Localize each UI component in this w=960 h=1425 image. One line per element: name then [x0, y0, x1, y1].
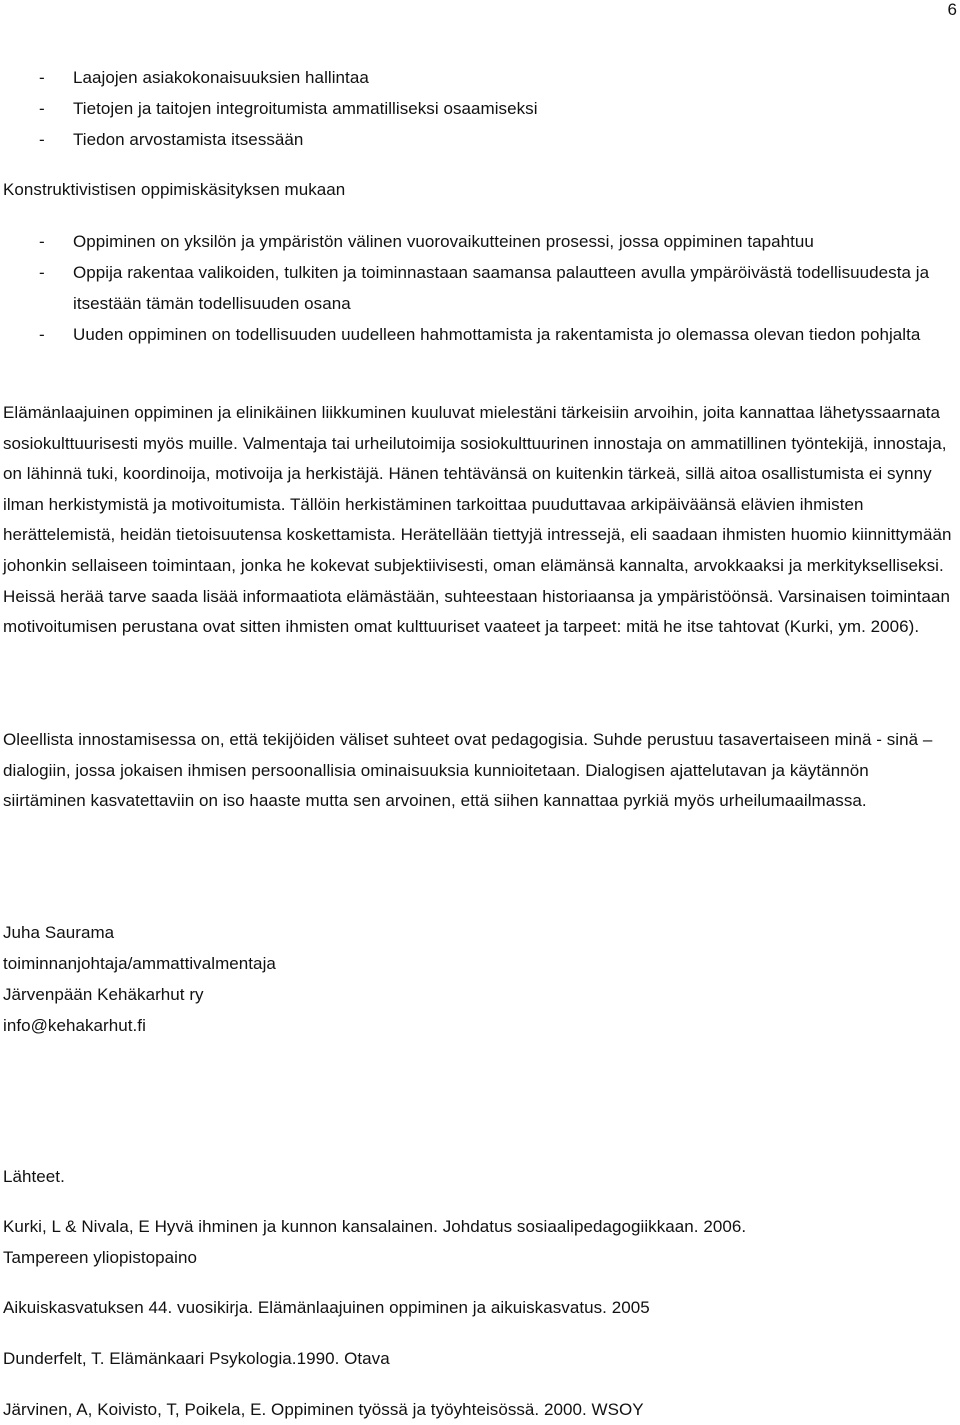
dash-marker: - — [39, 263, 45, 282]
author-name: Juha Saurama — [3, 923, 115, 942]
author-email: info@kehakarhut.fi — [3, 1016, 146, 1035]
references-heading: Lähteet. — [3, 1167, 65, 1186]
list-item — [0, 319, 953, 350]
reference-item: Aikuiskasvatuksen 44. vuosikirja. Elämänlaajuinen oppiminen ja aikuiskasvatus. 2005 — [3, 1298, 650, 1317]
list-item-text: Laajojen asiakokonaisuuksien hallintaa — [73, 68, 369, 87]
section-heading: Konstruktivistisen oppimiskäsityksen mukaan — [3, 180, 346, 199]
dash-marker: - — [39, 68, 45, 87]
dash-marker: - — [39, 130, 45, 149]
list-item — [0, 62, 953, 93]
list-item — [0, 124, 953, 155]
body-paragraph-2: Oleellista innostamisessa on, että tekijöiden väliset suhteet ovat pedagogisia. Suhde perustuu tasavertaiseen minä - sinä – dialogiin, jossa jokaisen ihmisen persoonallisia ominaisuuksia kunnioitetaan. Dialogisen ajattelutavan ja käytännön siirtäminen kasvatettaviin on iso haaste mutta sen arvoinen, että siihen kannattaa pyrkiä myös urheilumaailmassa. — [3, 730, 933, 811]
dash-marker: - — [39, 99, 45, 118]
body-paragraph-1: Elämänlaajuinen oppiminen ja elinikäinen liikkuminen kuuluvat mielestäni tärkeisiin arvoihin, joita kannattaa lähetyssaarnata sosiokulttuurisesti myös muille. Valmentaja tai urheilutoimija sosiokulttuurinen innostaja on ammatillinen työntekijä, innostaja, on lähinnä tuki, koordinoija, motivoija ja herkistäjä. Hänen tehtävänsä on kuitenkin tärkeä, sillä aitoa osallistumista ei synny ilman herkistymistä ja motivoitumista. Tällöin herkistäminen tarkoittaa puuduttavaa arkipäiväänsä elävien ihmisten herättelemistä, heidän tietoisuutensa koskettamista. Herätellään tiettyjä intressejä, eli saadaan ihmisten huomio kiinnittymään johonkin sellaiseen toimintaan, jonka he kokevat subjektiivisesti, oman elämänsä kannalta, arvokkaaksi ja merkitykselliseksi. Heissä herää tarve saada lisää informaatiota elämästään, suhteestaan historiaansa ja ympäristöönsä. Varsinaisen toimintaan motivoitumisen perustana ovat sitten ihmisten omat kulttuuriset vaateet ja tarpeet: mitä he itse tahtovat (Kurki, ym. 2006). — [3, 403, 952, 637]
reference-item-continuation: Tampereen yliopistopaino — [3, 1248, 197, 1267]
bullet-list-2 — [0, 226, 953, 350]
bullet-list-1 — [0, 62, 953, 155]
list-item-text: Oppija rakentaa valikoiden, tulkiten ja toiminnastaan saamansa palautteen avulla ympäröivästä todellisuudesta ja itsestään tämän todellisuuden osana — [73, 263, 930, 313]
list-item-text: Tiedon arvostamista itsessään — [73, 130, 304, 149]
author-title: toiminnanjohtaja/ammattivalmentaja — [3, 954, 276, 973]
list-item-text: Oppiminen on yksilön ja ympäristön välinen vuorovaikutteinen prosessi, jossa oppiminen tapahtuu — [73, 232, 814, 251]
author-organization: Järvenpään Kehäkarhut ry — [3, 985, 204, 1004]
reference-item: Järvinen, A, Koivisto, T, Poikela, E. Oppiminen työssä ja työyhteisössä. 2000. WSOY — [3, 1400, 644, 1419]
page-number: 6 — [947, 0, 957, 19]
dash-marker: - — [39, 325, 45, 344]
list-item-text: Tietojen ja taitojen integroitumista ammatilliseksi osaamiseksi — [73, 99, 538, 118]
list-item — [0, 226, 953, 257]
list-item — [0, 257, 953, 319]
reference-item: Kurki, L & Nivala, E Hyvä ihminen ja kunnon kansalainen. Johdatus sosiaalipedagogiikkaan. 2006. — [3, 1217, 747, 1236]
list-item-text: Uuden oppiminen on todellisuuden uudelleen hahmottamista ja rakentamista jo olemassa olevan tiedon pohjalta — [73, 325, 921, 344]
list-item — [0, 93, 953, 124]
dash-marker: - — [39, 232, 45, 251]
reference-item: Dunderfelt, T. Elämänkaari Psykologia.1990. Otava — [3, 1349, 390, 1368]
